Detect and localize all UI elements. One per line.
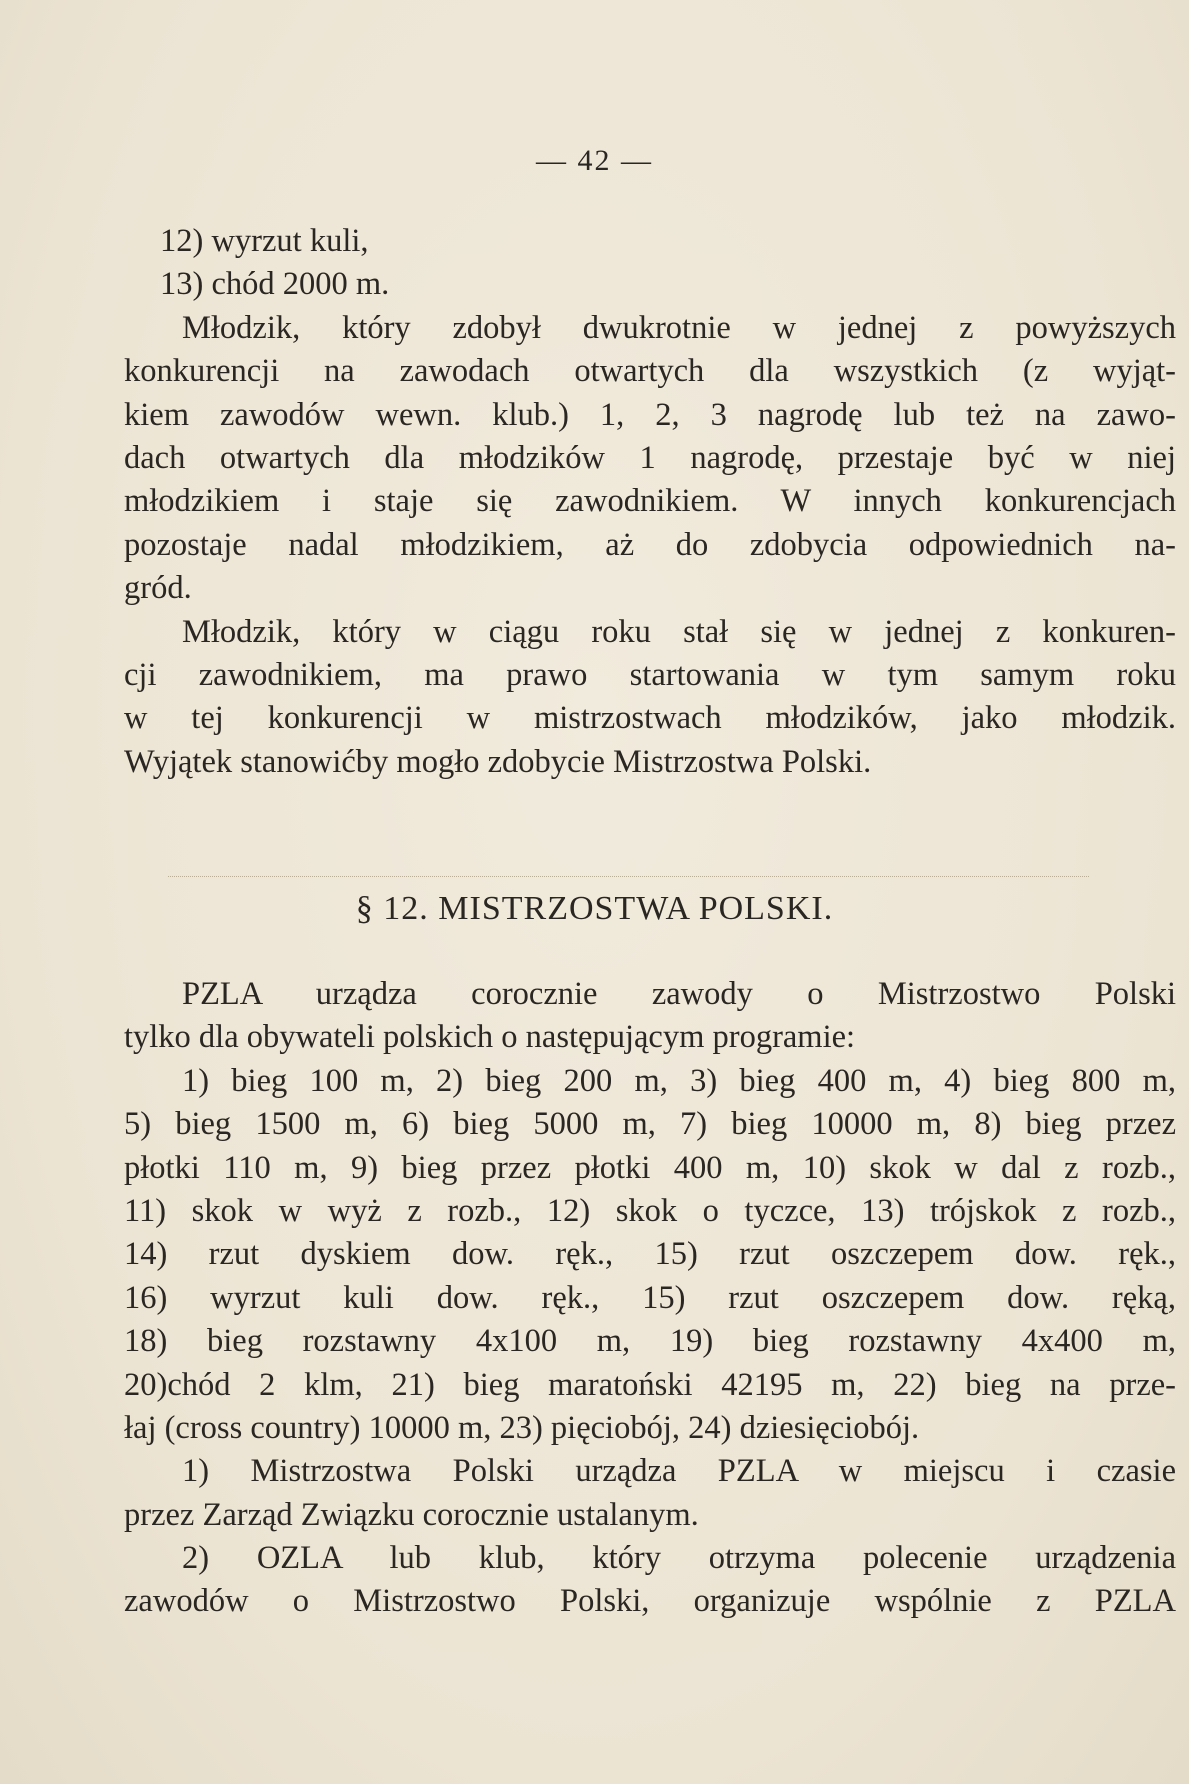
text-line: PZLA urządza corocznie zawody o Mistrzostwo Polski <box>182 976 1176 1012</box>
text-line: 1) Mistrzostwa Polski urządza PZLA w miejscu i czasie <box>182 1453 1176 1490</box>
text-line: 18) bieg rozstawny 4x100 m, 19) bieg rozstawny 4x400 m, <box>124 1323 1176 1360</box>
text-line: cji zawodnikiem, ma prawo startowania w tym samym roku <box>124 656 1176 693</box>
paragraph-block-top <box>124 220 1176 784</box>
text-line: kiem zawodów wewn. klub.) 1, 2, 3 nagrodę lub też na zawo- <box>124 396 1176 433</box>
text-line: 14) rzut dyskiem dow. ręk., 15) rzut oszczepem dow. ręk., <box>124 1236 1176 1273</box>
text-line: 12) wyrzut kuli, <box>160 223 369 259</box>
text-line: płotki 110 m, 9) bieg przez płotki 400 m, 10) skok w dal z rozb., <box>124 1149 1176 1186</box>
text-line: 5) bieg 1500 m, 6) bieg 5000 m, 7) bieg 10000 m, 8) bieg przez <box>124 1106 1176 1143</box>
text-line: przez Zarząd Związku corocznie ustalanym. <box>124 1496 699 1533</box>
text-line: 13) chód 2000 m. <box>160 266 390 303</box>
text-line: 20)chód 2 klm, 21) bieg maratoński 42195 m, 22) bieg na prze- <box>124 1366 1176 1403</box>
text-line: zawodów o Mistrzostwo Polski, organizuje wspólnie z PZLA <box>124 1583 1176 1620</box>
text-line: tylko dla obywateli polskich o następującym programie: <box>124 1019 856 1056</box>
text-line: 2) OZLA lub klub, który otrzyma polecenie urządzenia <box>182 1540 1176 1577</box>
page-number: — 42 — <box>536 144 653 177</box>
text-line: dach otwartych dla młodzików 1 nagrodę, przestaje być w niej <box>124 439 1176 476</box>
text-line: Wyjątek stanowićby mogło zdobycie Mistrzostwa Polski. <box>124 743 872 780</box>
text-line: 16) wyrzut kuli dow. ręk., 15) rzut oszczepem dow. ręką, <box>124 1279 1176 1316</box>
text-line: Młodzik, który w ciągu roku stał się w jednej z konkuren- <box>182 613 1176 650</box>
text-line: młodzikiem i staje się zawodnikiem. W innych konkurencjach <box>124 483 1176 520</box>
paragraph-block-bottom <box>124 973 1176 1624</box>
divider <box>168 876 1089 877</box>
text-line: gród. <box>124 570 192 607</box>
text-line: pozostaje nadal młodzikiem, aż do zdobycia odpowiednich na- <box>124 526 1176 563</box>
text-line: Młodzik, który zdobył dwukrotnie w jednej z powyższych <box>182 309 1176 346</box>
text-line: 11) skok w wyż z rozb., 12) skok o tyczce, 13) trójskok z rozb., <box>124 1192 1176 1229</box>
text-line: łaj (cross country) 10000 m, 23) pięciobój, 24) dziesięciobój. <box>124 1409 920 1446</box>
text-line: konkurencji na zawodach otwartych dla wszystkich (z wyjąt- <box>124 353 1176 390</box>
section-heading: § 12. MISTRZOSTWA POLSKI. <box>355 890 834 927</box>
text-line: w tej konkurencji w mistrzostwach młodzików, jako młodzik. <box>124 700 1176 737</box>
text-line: 1) bieg 100 m, 2) bieg 200 m, 3) bieg 400 m, 4) bieg 800 m, <box>182 1062 1176 1099</box>
